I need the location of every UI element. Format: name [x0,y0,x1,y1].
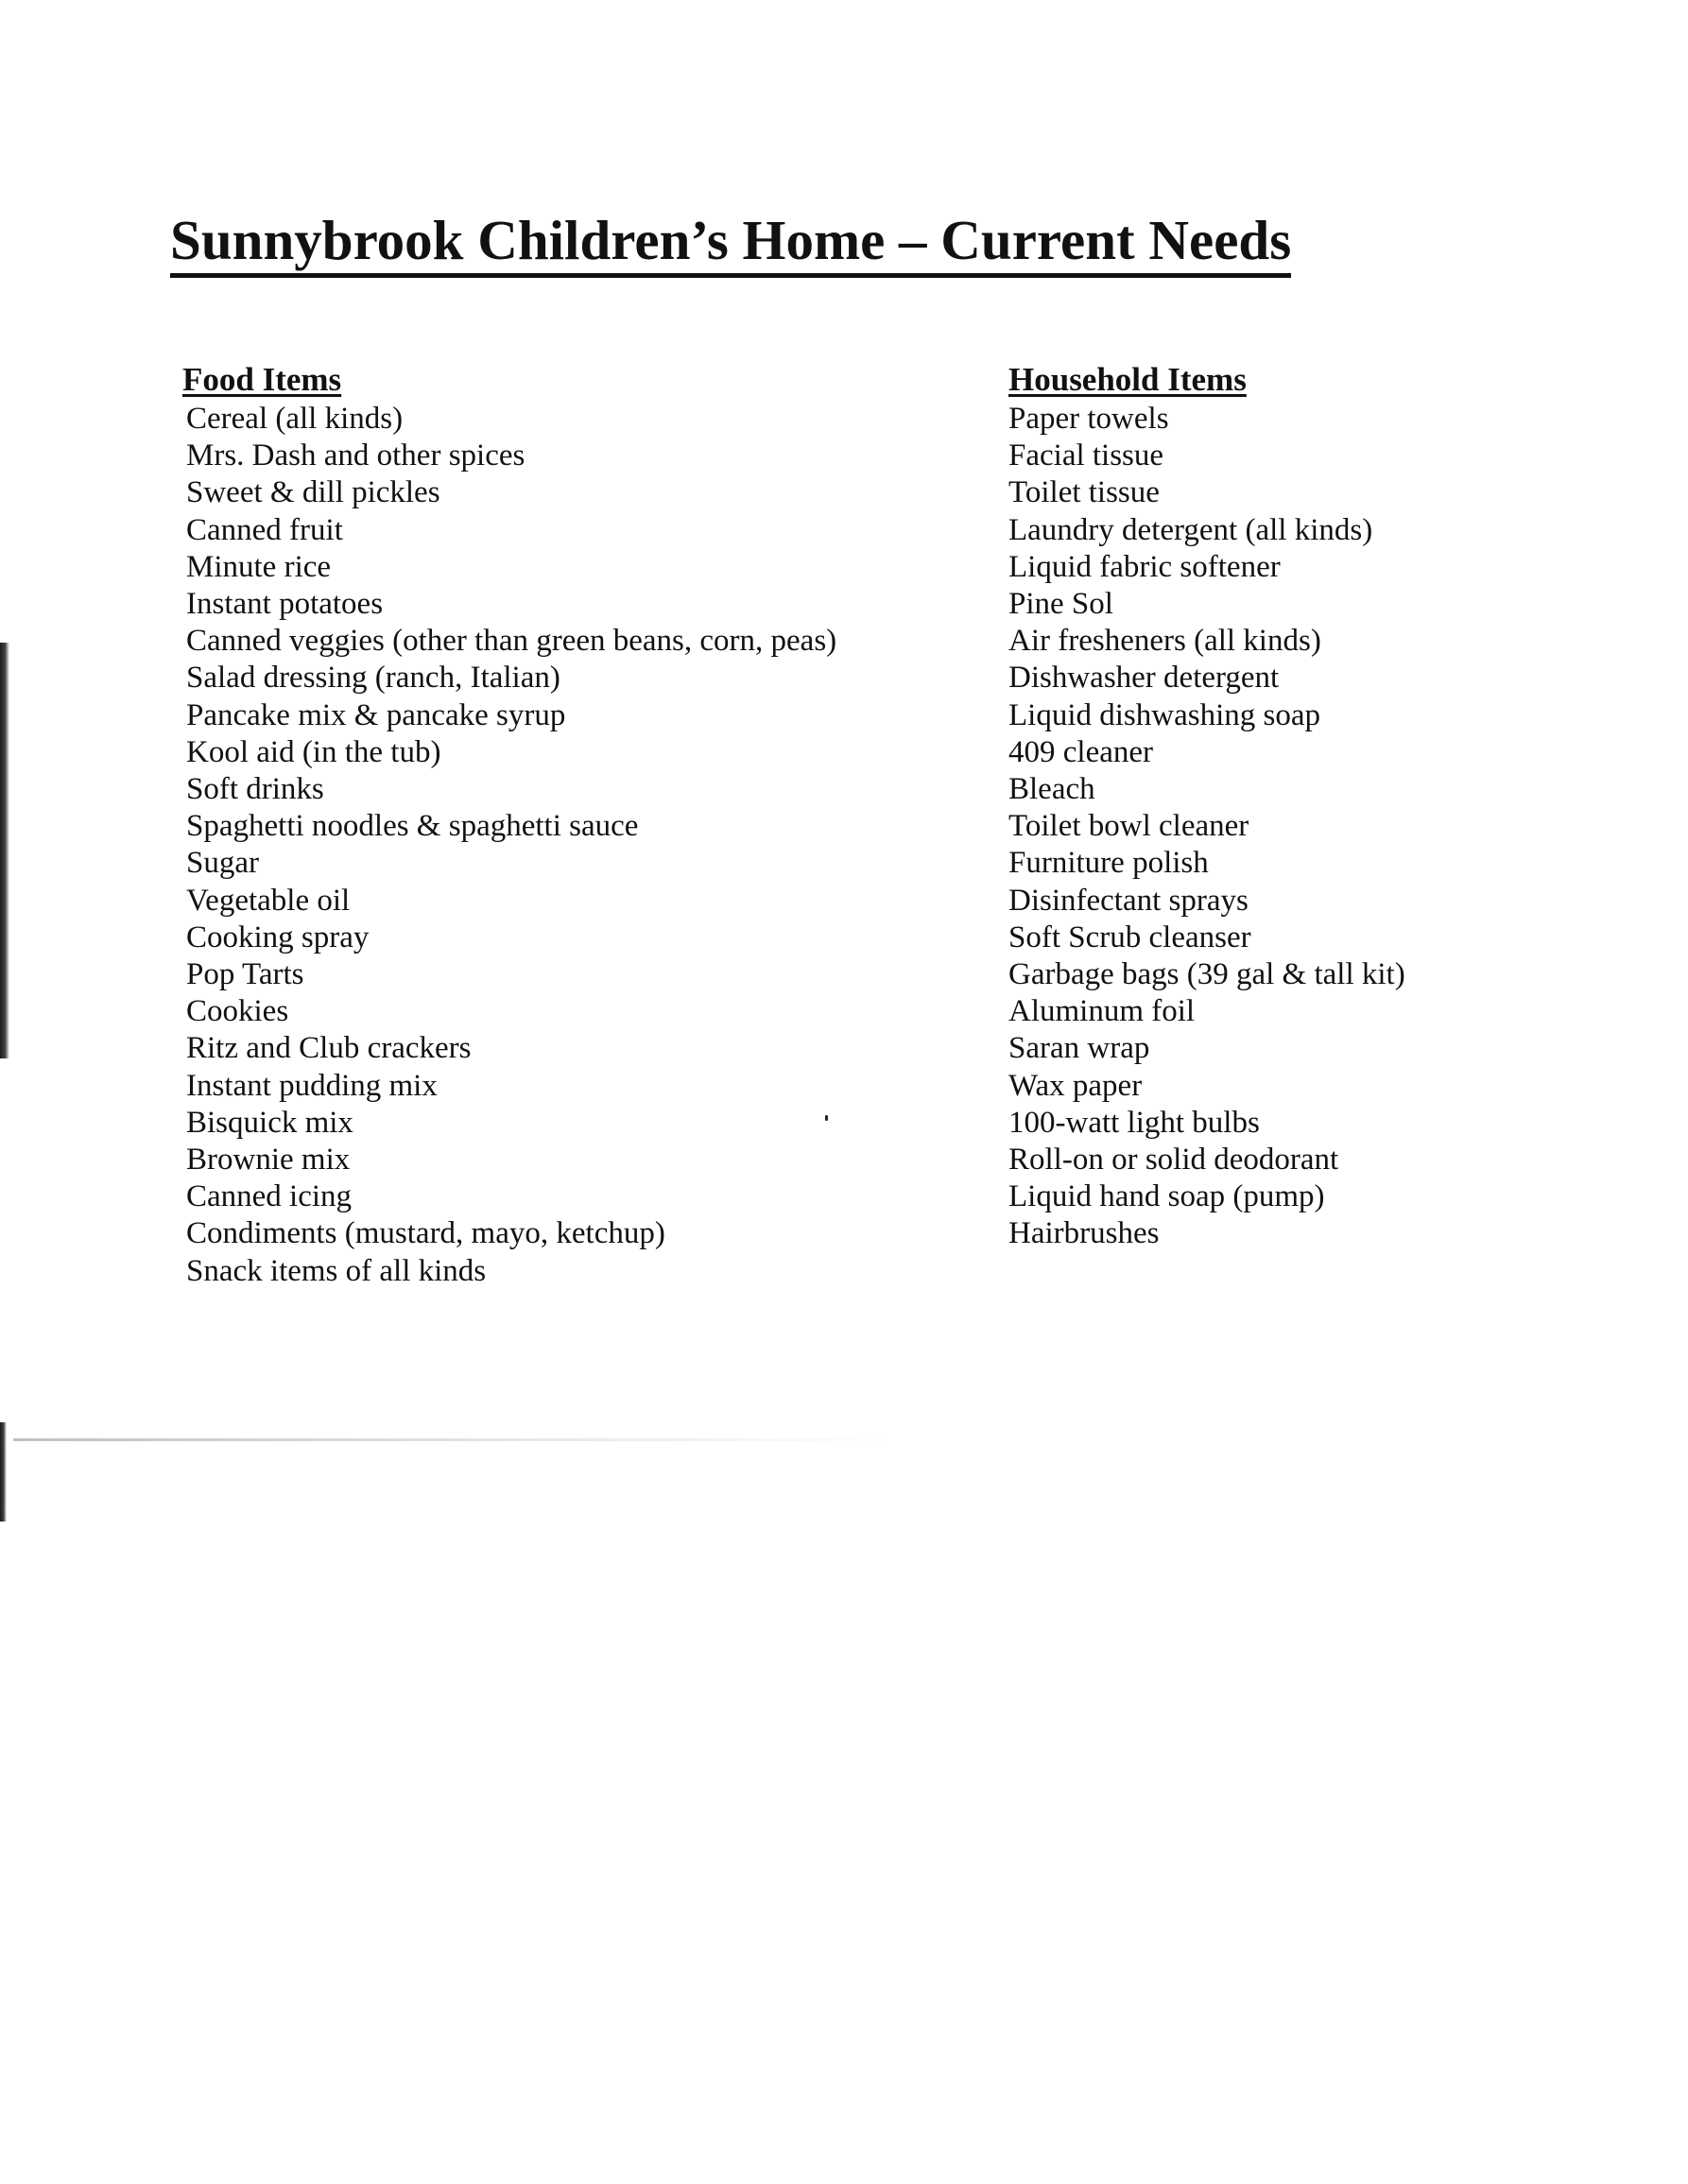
list-item: Bisquick mix [186,1105,353,1140]
list-item: Sweet & dill pickles [186,475,440,510]
list-item: Aluminum foil [1008,994,1196,1029]
list-item: Bleach [1008,772,1095,807]
list-item: Soft drinks [186,772,324,807]
list-item: Instant potatoes [186,587,384,622]
list-item: Brownie mix [186,1143,351,1178]
food-items-section [182,361,836,1290]
scan-edge-shadow [0,643,9,1058]
list-item: Cereal (all kinds) [186,402,404,436]
list-item: Snack items of all kinds [186,1253,487,1288]
list-item: Instant pudding mix [186,1068,438,1103]
scan-edge-shadow-lower [0,1422,7,1522]
list-item: Furniture polish [1008,846,1209,881]
list-item: Liquid hand soap (pump) [1008,1179,1325,1214]
list-item: Pop Tarts [186,957,304,992]
list-item: Laundry detergent (all kinds) [1008,512,1373,547]
list-item: 100-watt light bulbs [1008,1105,1260,1140]
page-title: Sunnybrook Children’s Home – Current Needs [170,210,1291,278]
household-items-heading: Household Items [1008,361,1247,398]
household-items-section [1008,361,1405,1253]
list-item: Canned veggies (other than green beans, corn, peas) [186,624,837,659]
list-item: Minute rice [186,549,332,584]
list-item: Pancake mix & pancake syrup [186,697,566,732]
list-item: Dishwasher detergent [1008,661,1280,696]
list-item: Saran wrap [1008,1031,1150,1066]
household-items-list [1008,401,1405,1253]
list-item: Facial tissue [1008,439,1164,473]
list-item: Canned fruit [186,512,343,547]
list-item: Vegetable oil [186,883,351,918]
list-item: Pine Sol [1008,587,1113,622]
list-item: Mrs. Dash and other spices [186,439,525,473]
list-item: Canned icing [186,1179,353,1214]
list-item: Roll-on or solid deodorant [1008,1143,1339,1178]
list-item: Kool aid (in the tub) [186,734,441,769]
list-item: Wax paper [1008,1068,1143,1103]
list-item: Cookies [186,994,289,1029]
list-item: Hairbrushes [1008,1216,1160,1251]
list-item: 409 cleaner [1008,734,1153,769]
list-item: Toilet bowl cleaner [1008,809,1249,844]
list-item: Garbage bags (39 gal & tall kit) [1008,957,1405,992]
list-item: Cooking spray [186,920,370,954]
list-item: Spaghetti noodles & spaghetti sauce [186,809,639,844]
list-item: Liquid dishwashing soap [1008,697,1320,732]
list-item: Salad dressing (ranch, Italian) [186,661,560,696]
list-item: Sugar [186,846,259,881]
list-item: Liquid fabric softener [1008,549,1281,584]
paper-fold-line [13,1438,892,1441]
food-items-list [182,401,836,1290]
list-item: Soft Scrub cleanser [1008,920,1251,954]
list-item: Condiments (mustard, mayo, ketchup) [186,1216,665,1251]
list-item: Ritz and Club crackers [186,1031,472,1066]
food-items-heading: Food Items [182,361,342,398]
list-item: Disinfectant sprays [1008,883,1249,918]
list-item: Paper towels [1008,402,1169,436]
list-item: Toilet tissue [1008,475,1160,510]
list-item: Air fresheners (all kinds) [1008,624,1321,659]
